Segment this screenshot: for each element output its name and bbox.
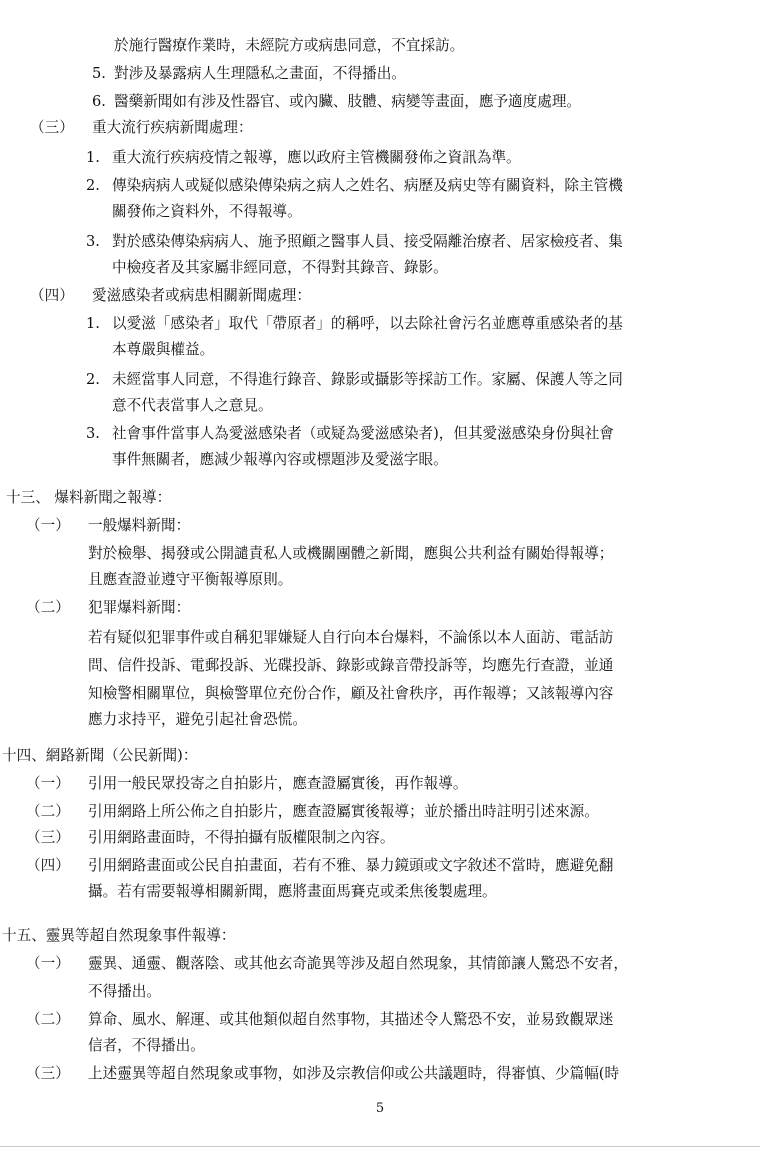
paragraph-line	[0, 1036, 754, 1058]
subsection-item	[0, 828, 754, 850]
list-number: 1.	[86, 149, 100, 166]
line-text: 攝。若有需要報導相關新聞，應將畫面馬賽克或柔焦後製處理。	[88, 883, 497, 900]
paragraph-line	[0, 396, 754, 418]
paragraph-line	[0, 628, 754, 650]
section-heading	[0, 746, 754, 768]
paragraph-line	[0, 570, 754, 592]
line-text: 信者，不得播出。	[88, 1037, 205, 1054]
list-number: 1.	[86, 315, 100, 332]
section-heading	[0, 488, 754, 510]
subsection-number: （一）	[26, 955, 70, 972]
paragraph-line	[0, 544, 754, 566]
subsection-heading	[0, 516, 754, 538]
list-number: 3.	[86, 425, 100, 442]
line-text: 引用網路畫面或公民自拍畫面，若有不雅、暴力鏡頭或文字敘述不當時，應避免翻	[88, 857, 614, 874]
subsection-number: （三）	[26, 1065, 70, 1082]
list-number: 2.	[86, 177, 100, 194]
subsection-item	[0, 1010, 754, 1032]
line-text: 對涉及暴露病人生理隱私之畫面，不得播出。	[114, 65, 406, 82]
paragraph-line	[0, 656, 754, 678]
line-text: 算命、風水、解運、或其他類似超自然事物，其描述令人驚恐不安，並易致觀眾迷	[88, 1011, 614, 1028]
section-title: 十四、網路新聞（公民新聞)：	[2, 747, 198, 764]
line-text: 意不代表當事人之意見。	[112, 397, 273, 414]
subsection-number: （四）	[26, 857, 70, 874]
list-number: 6.	[92, 93, 106, 110]
list-item	[0, 176, 754, 198]
subsection-heading	[0, 118, 754, 140]
line-text: 應力求持平，避免引起社會恐慌。	[88, 711, 307, 728]
line-text: 中檢疫者及其家屬非經同意，不得對其錄音、錄影。	[112, 259, 448, 276]
paragraph-line	[0, 684, 754, 706]
page-number: 5	[375, 1101, 385, 1116]
list-number: 5.	[92, 65, 106, 82]
list-number: 2.	[86, 371, 100, 388]
line-text: 以愛滋「感染者」取代「帶原者」的稱呼，以去除社會污名並應尊重感染者的基	[112, 315, 623, 332]
subsection-title: 一般爆料新聞：	[88, 517, 191, 534]
subsection-item	[0, 802, 754, 824]
line-text: 醫藥新聞如有涉及性器官、或內臟、肢體、病變等畫面，應予適度處理。	[114, 93, 582, 110]
subsection-title: 犯罪爆料新聞：	[88, 599, 191, 616]
paragraph-line	[0, 982, 754, 1004]
list-item	[0, 148, 754, 170]
list-item	[0, 92, 754, 114]
paragraph-line	[0, 450, 754, 472]
subsection-item	[0, 1064, 754, 1086]
line-text: 不得播出。	[88, 983, 161, 1000]
line-text: 關發佈之資料外，不得報導。	[112, 203, 302, 220]
subsection-heading	[0, 598, 754, 620]
line-text: 對於檢舉、揭發或公開譴責私人或機關團體之新聞，應與公共利益有關始得報導；	[88, 545, 614, 562]
subsection-number: （二）	[26, 1011, 70, 1028]
subsection-number: （一）	[26, 775, 70, 792]
subsection-item	[0, 954, 754, 976]
line-text: 問、信件投訴、電郵投訴、光碟投訴、錄影或錄音帶投訴等，均應先行查證，並通	[88, 657, 614, 674]
line-text: 事件無關者，應減少報導內容或標題涉及愛滋字眼。	[112, 451, 448, 468]
list-item	[0, 232, 754, 254]
subsection-number: （三）	[26, 829, 70, 846]
line-text: 若有疑似犯罪事件或自稱犯罪嫌疑人自行向本台爆料，不論係以本人面訪、電話訪	[88, 629, 614, 646]
line-text: 重大流行疾病疫情之報導，應以政府主管機關發佈之資訊為準。	[112, 149, 521, 166]
paragraph-line	[0, 882, 754, 904]
list-item	[0, 64, 754, 86]
line-text: 知檢警相關單位，與檢警單位充份合作，顧及社會秩序，再作報導；又該報導內容	[88, 685, 614, 702]
paragraph-line	[0, 710, 754, 732]
line-text: 上述靈異等超自然現象或事物，如涉及宗教信仰或公共議題時，得審慎、少篇幅(時	[88, 1065, 620, 1082]
line-text: 引用網路畫面時，不得拍攝有版權限制之內容。	[88, 829, 395, 846]
list-item	[0, 370, 754, 392]
line-text: 引用一般民眾投寄之自拍影片，應查證屬實後，再作報導。	[88, 775, 468, 792]
subsection-number: （三）	[30, 119, 74, 136]
paragraph-line	[0, 202, 754, 224]
line-text: 引用網路上所公佈之自拍影片，應查證屬實後報導；並於播出時註明引述來源。	[88, 803, 599, 820]
line-text: 本尊嚴與權益。	[112, 341, 215, 358]
line-text: 未經當事人同意，不得進行錄音、錄影或攝影等採訪工作。家屬、保護人等之同	[112, 371, 623, 388]
subsection-heading	[0, 286, 754, 308]
line-text: 傳染病病人或疑似感染傳染病之病人之姓名、病歷及病史等有關資料，除主管機	[112, 177, 623, 194]
subsection-item	[0, 774, 754, 796]
page-bottom-divider	[0, 1146, 760, 1147]
line-text: 社會事件當事人為愛滋感染者（或疑為愛滋感染者)，但其愛滋感染身份與社會	[112, 425, 614, 442]
subsection-title: 重大流行疾病新聞處理：	[92, 119, 253, 136]
subsection-number: （四）	[30, 287, 74, 304]
list-number: 3.	[86, 233, 100, 250]
section-title: 十五、靈異等超自然現象事件報導：	[2, 927, 236, 944]
paragraph-line	[0, 258, 754, 280]
subsection-number: （二）	[26, 803, 70, 820]
subsection-number: （二）	[26, 599, 70, 616]
line-text: 對於感染傳染病病人、施予照顧之醫事人員、接受隔離治療者、居家檢疫者、集	[112, 233, 623, 250]
list-item	[0, 314, 754, 336]
section-heading	[0, 926, 754, 948]
paragraph-line	[0, 36, 754, 58]
subsection-number: （一）	[26, 517, 70, 534]
line-text: 且應查證並遵守平衡報導原則。	[88, 571, 293, 588]
line-text: 於施行醫療作業時，未經院方或病患同意，不宜採訪。	[114, 37, 465, 54]
subsection-title: 愛滋感染者或病患相關新聞處理：	[92, 287, 311, 304]
subsection-item	[0, 856, 754, 878]
paragraph-line	[0, 340, 754, 362]
section-title: 十三、 爆料新聞之報導：	[6, 489, 172, 506]
list-item	[0, 424, 754, 446]
line-text: 靈異、通靈、觀落陰、或其他玄奇詭異等涉及超自然現象，其情節讓人驚恐不安者，	[88, 955, 628, 972]
